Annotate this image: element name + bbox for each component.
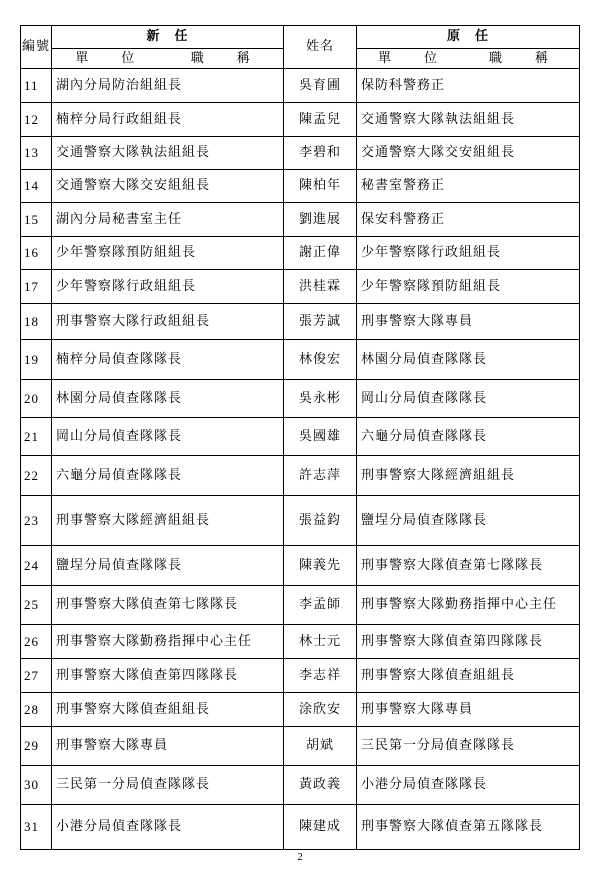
table-row	[21, 270, 580, 304]
row-number: 29	[21, 727, 52, 766]
table-row	[21, 659, 580, 693]
row-number: 18	[21, 304, 52, 340]
person-name-cell: 陳柏年	[284, 170, 357, 203]
person-name-cell: 謝正偉	[284, 237, 357, 270]
table-row	[21, 625, 580, 659]
new-post-cell: 岡山分局偵查隊隊長	[52, 418, 284, 456]
old-post-cell: 鹽埕分局偵查隊隊長	[357, 496, 580, 546]
new-post-cell: 小港分局偵查隊隊長	[52, 805, 284, 850]
old-post-cell: 刑事警察大隊偵查第五隊隊長	[357, 805, 580, 850]
person-name-cell: 涂欣安	[284, 693, 357, 727]
column-header-old-post: 原 任	[357, 26, 580, 49]
old-post-cell: 三民第一分局偵查隊隊長	[357, 727, 580, 766]
old-post-cell: 六龜分局偵查隊隊長	[357, 418, 580, 456]
table-row	[21, 766, 580, 805]
new-unit-subheader: 單 位	[75, 50, 145, 66]
table-row	[21, 456, 580, 496]
table-row	[21, 237, 580, 270]
person-name-cell: 吳育圃	[284, 69, 357, 103]
person-name-cell: 黃政義	[284, 766, 357, 805]
old-post-cell: 岡山分局偵查隊隊長	[357, 380, 580, 418]
old-post-cell: 刑事警察大隊偵查第七隊隊長	[357, 546, 580, 586]
person-name-cell: 陳建成	[284, 805, 357, 850]
new-post-cell: 交通警察大隊交安組組長	[52, 170, 284, 203]
table-row	[21, 496, 580, 546]
row-number: 20	[21, 380, 52, 418]
table-row	[21, 69, 580, 103]
row-number: 30	[21, 766, 52, 805]
old-unit-subheader: 單 位	[377, 50, 447, 66]
new-post-cell: 刑事警察大隊偵查組組長	[52, 693, 284, 727]
row-number: 14	[21, 170, 52, 203]
row-number: 28	[21, 693, 52, 727]
person-name-cell: 張益鈞	[284, 496, 357, 546]
new-post-cell: 交通警察大隊執法組組長	[52, 137, 284, 170]
new-post-cell: 湖內分局秘書室主任	[52, 203, 284, 237]
new-post-cell: 楠梓分局行政組組長	[52, 103, 284, 137]
person-name-cell: 劉進展	[284, 203, 357, 237]
old-post-cell: 交通警察大隊交安組組長	[357, 137, 580, 170]
new-post-cell: 湖內分局防治組組長	[52, 69, 284, 103]
row-number: 24	[21, 546, 52, 586]
new-post-cell: 林園分局偵查隊隊長	[52, 380, 284, 418]
old-post-cell: 刑事警察大隊經濟組組長	[357, 456, 580, 496]
table-row	[21, 304, 580, 340]
person-name-cell: 林士元	[284, 625, 357, 659]
table-row	[21, 137, 580, 170]
row-number: 26	[21, 625, 52, 659]
old-post-cell: 刑事警察大隊專員	[357, 304, 580, 340]
old-post-cell: 林園分局偵查隊隊長	[357, 340, 580, 380]
column-header-number: 編號	[21, 26, 52, 69]
new-post-cell: 少年警察隊預防組組長	[52, 237, 284, 270]
row-number: 16	[21, 237, 52, 270]
person-name-cell: 李碧和	[284, 137, 357, 170]
old-post-cell: 少年警察隊行政組組長	[357, 237, 580, 270]
row-number: 13	[21, 137, 52, 170]
new-post-subheader	[52, 49, 284, 69]
table-row	[21, 546, 580, 586]
row-number: 27	[21, 659, 52, 693]
old-post-cell: 保安科警務正	[357, 203, 580, 237]
new-post-cell: 刑事警察大隊勤務指揮中心主任	[52, 625, 284, 659]
old-post-cell: 小港分局偵查隊隊長	[357, 766, 580, 805]
row-number: 17	[21, 270, 52, 304]
row-number: 19	[21, 340, 52, 380]
person-name-cell: 李孟師	[284, 586, 357, 625]
person-name-cell: 張芳誠	[284, 304, 357, 340]
new-post-cell: 刑事警察大隊行政組組長	[52, 304, 284, 340]
person-name-cell: 洪桂霖	[284, 270, 357, 304]
table-row	[21, 203, 580, 237]
old-post-cell: 秘書室警務正	[357, 170, 580, 203]
old-post-cell: 少年警察隊預防組組長	[357, 270, 580, 304]
row-number: 25	[21, 586, 52, 625]
old-post-cell: 保防科警務正	[357, 69, 580, 103]
table-row	[21, 170, 580, 203]
row-number: 21	[21, 418, 52, 456]
old-post-cell: 刑事警察大隊勤務指揮中心主任	[357, 586, 580, 625]
personnel-roster-table	[20, 25, 580, 850]
table-row	[21, 586, 580, 625]
old-position-subheader: 職 稱	[488, 50, 558, 66]
table-row	[21, 380, 580, 418]
old-post-cell: 刑事警察大隊偵查組組長	[357, 659, 580, 693]
new-post-cell: 刑事警察大隊經濟組組長	[52, 496, 284, 546]
new-post-cell: 六龜分局偵查隊隊長	[52, 456, 284, 496]
row-number: 11	[21, 69, 52, 103]
new-post-cell: 刑事警察大隊專員	[52, 727, 284, 766]
new-post-cell: 楠梓分局偵查隊隊長	[52, 340, 284, 380]
old-post-subheader	[357, 49, 580, 69]
new-post-cell: 刑事警察大隊偵查第四隊隊長	[52, 659, 284, 693]
column-header-new-post: 新 任	[52, 26, 284, 49]
table-row	[21, 340, 580, 380]
old-post-cell: 刑事警察大隊偵查第四隊隊長	[357, 625, 580, 659]
row-number: 15	[21, 203, 52, 237]
table-row	[21, 727, 580, 766]
old-post-cell: 刑事警察大隊專員	[357, 693, 580, 727]
person-name-cell: 胡斌	[284, 727, 357, 766]
table-row	[21, 693, 580, 727]
page-number: 2	[297, 851, 303, 863]
new-post-cell: 三民第一分局偵查隊隊長	[52, 766, 284, 805]
person-name-cell: 李志祥	[284, 659, 357, 693]
new-post-cell: 鹽埕分局偵查隊隊長	[52, 546, 284, 586]
column-header-name: 姓名	[284, 26, 357, 69]
person-name-cell: 林俊宏	[284, 340, 357, 380]
row-number: 12	[21, 103, 52, 137]
header-row-main	[21, 26, 580, 49]
row-number: 23	[21, 496, 52, 546]
table-row	[21, 805, 580, 850]
row-number: 22	[21, 456, 52, 496]
person-name-cell: 許志萍	[284, 456, 357, 496]
person-name-cell: 陳義先	[284, 546, 357, 586]
table-row	[21, 418, 580, 456]
new-post-cell: 刑事警察大隊偵查第七隊隊長	[52, 586, 284, 625]
row-number: 31	[21, 805, 52, 850]
person-name-cell: 吳國雄	[284, 418, 357, 456]
person-name-cell: 陳孟兒	[284, 103, 357, 137]
person-name-cell: 吳永彬	[284, 380, 357, 418]
old-post-cell: 交通警察大隊執法組組長	[357, 103, 580, 137]
new-post-cell: 少年警察隊行政組組長	[52, 270, 284, 304]
table-row	[21, 103, 580, 137]
new-position-subheader: 職 稱	[190, 50, 260, 66]
